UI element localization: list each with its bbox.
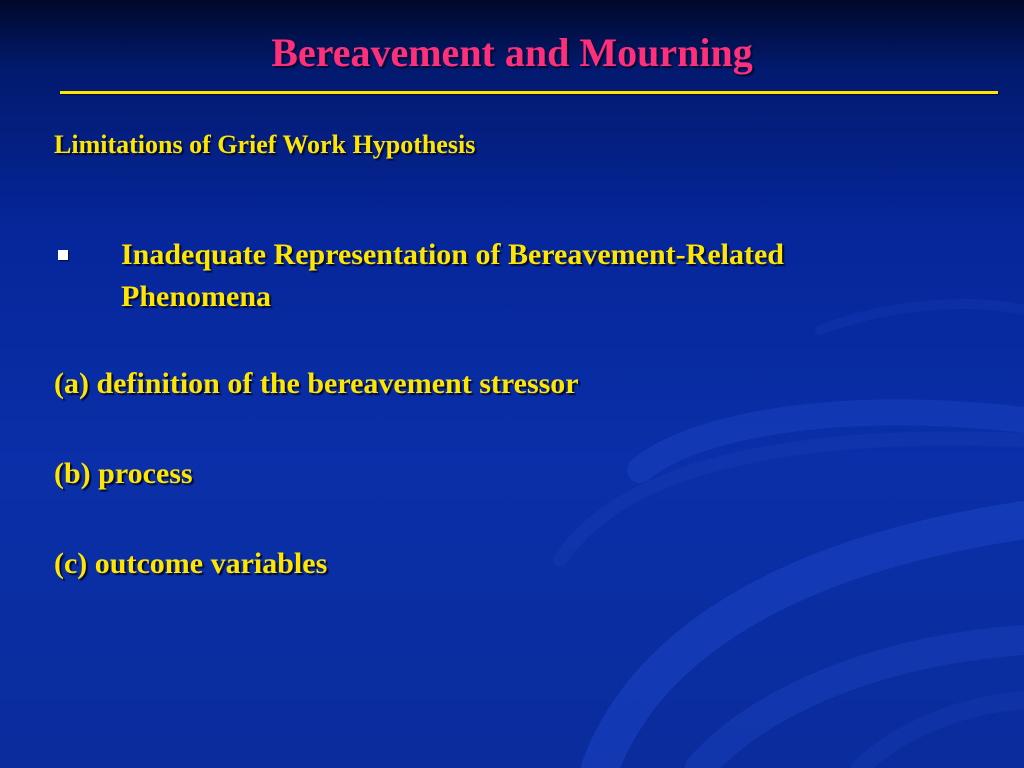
list-item-a: (a) definition of the bereavement stressor <box>54 367 579 400</box>
slide-subtitle: Limitations of Grief Work Hypothesis <box>54 130 476 159</box>
list-item-b: (b) process <box>54 457 193 490</box>
list-item-c: (c) outcome variables <box>54 547 328 580</box>
bullet-text: Inadequate Representation of Bereavement-Related Phenomena <box>121 238 784 313</box>
title-divider <box>60 91 998 94</box>
square-bullet-icon <box>58 250 68 260</box>
slide-title: Bereavement and Mourning <box>271 30 753 75</box>
